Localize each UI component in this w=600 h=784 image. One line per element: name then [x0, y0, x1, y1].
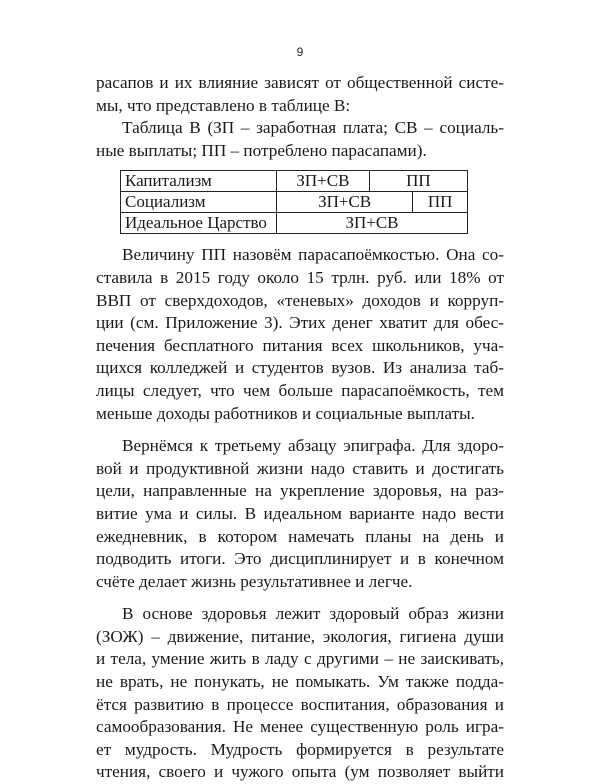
table-row	[121, 213, 468, 234]
table-cell: ЗП+СВ	[276, 171, 369, 192]
text-line: ежедневник, в котором намечать планы на день и	[96, 526, 504, 546]
intro-paragraph	[96, 72, 504, 117]
table-cell: ПП	[413, 192, 468, 213]
table-caption	[96, 117, 504, 140]
text-line: и тела, умение жить в ладу с другими – не заискивать,	[96, 649, 504, 669]
table-cell-system: Социализм	[121, 192, 277, 213]
table-row	[121, 192, 468, 213]
text-line: щихся колледжей и студентов вузов. Из анализа таб-	[96, 358, 504, 378]
text-line: ет мудрость. Мудрость формируется в результате	[96, 739, 504, 759]
text-line: печения бесплатного питания всех школьников, уча-	[96, 335, 504, 355]
text-line: ВВП от сверхдоходов, «теневых» доходов и корруп-	[96, 290, 504, 310]
text-line: Вернёмся к третьему абзацу эпиграфа. Для здоро-	[122, 436, 504, 456]
text-line: (ЗОЖ) – движение, питание, экология, гигиена души	[96, 626, 504, 646]
text-line: ции (см. Приложение 3). Этих денег хватит для обес-	[96, 313, 504, 333]
table-cell: ЗП+СВ	[276, 213, 467, 234]
table-cell: ПП	[369, 171, 467, 192]
text-line: В основе здоровья лежит здоровый образ жизни	[122, 604, 504, 624]
text-line: подводить итоги. Это дисциплинирует и в конечном	[96, 549, 504, 569]
text-line: Таблица В (ЗП – заработная плата; СВ – социаль-	[122, 118, 504, 138]
text-line: не врать, не понукать, не помыкать. Ум также подда-	[96, 672, 504, 692]
text-line: самообразования. Не менее существенную роль игра-	[96, 717, 504, 737]
income-distribution-table	[120, 170, 468, 234]
table-cell: ЗП+СВ	[276, 192, 412, 213]
page-number: 9	[296, 45, 304, 59]
page-body	[96, 72, 504, 784]
table-row	[121, 171, 468, 192]
table-cell-system: Идеальное Царство	[121, 213, 277, 234]
text-line: расапов и их влияние зависят от общественной систе-	[96, 73, 504, 92]
table-caption-continued	[96, 140, 504, 163]
text-line: цели, направленные на укрепление здоровья, на раз-	[96, 481, 504, 501]
text-line: ётся развитию в процессе воспитания, образования и	[96, 694, 504, 714]
paragraph	[96, 603, 504, 784]
paragraph	[96, 244, 504, 425]
paragraph	[96, 435, 504, 593]
text-line: Величину ПП назовём парасапоёмкостью. Она со-	[122, 245, 504, 265]
text-line: мы, что представлено в таблице В:	[96, 95, 351, 115]
text-line: вой и продуктивной жизни надо ставить и достигать	[96, 458, 504, 478]
text-line: лицы следует, что чем больше парасапоёмкость, тем	[96, 380, 504, 400]
text-line: чтения, своего и чужого опыта (ум позволяет выйти	[96, 762, 504, 782]
table-cell-system: Капитализм	[121, 171, 277, 192]
text-line: ные выплаты; ПП – потреблено парасапами).	[96, 140, 427, 160]
text-line: счёте делает жизнь результативнее и легче.	[96, 571, 413, 591]
text-line: витие ума и силы. В идеальном варианте надо вести	[96, 503, 504, 523]
text-line: меньше доходы работников и социальные выплаты.	[96, 403, 475, 423]
text-line: ставила в 2015 году около 15 трлн. руб. или 18% от	[96, 267, 504, 287]
